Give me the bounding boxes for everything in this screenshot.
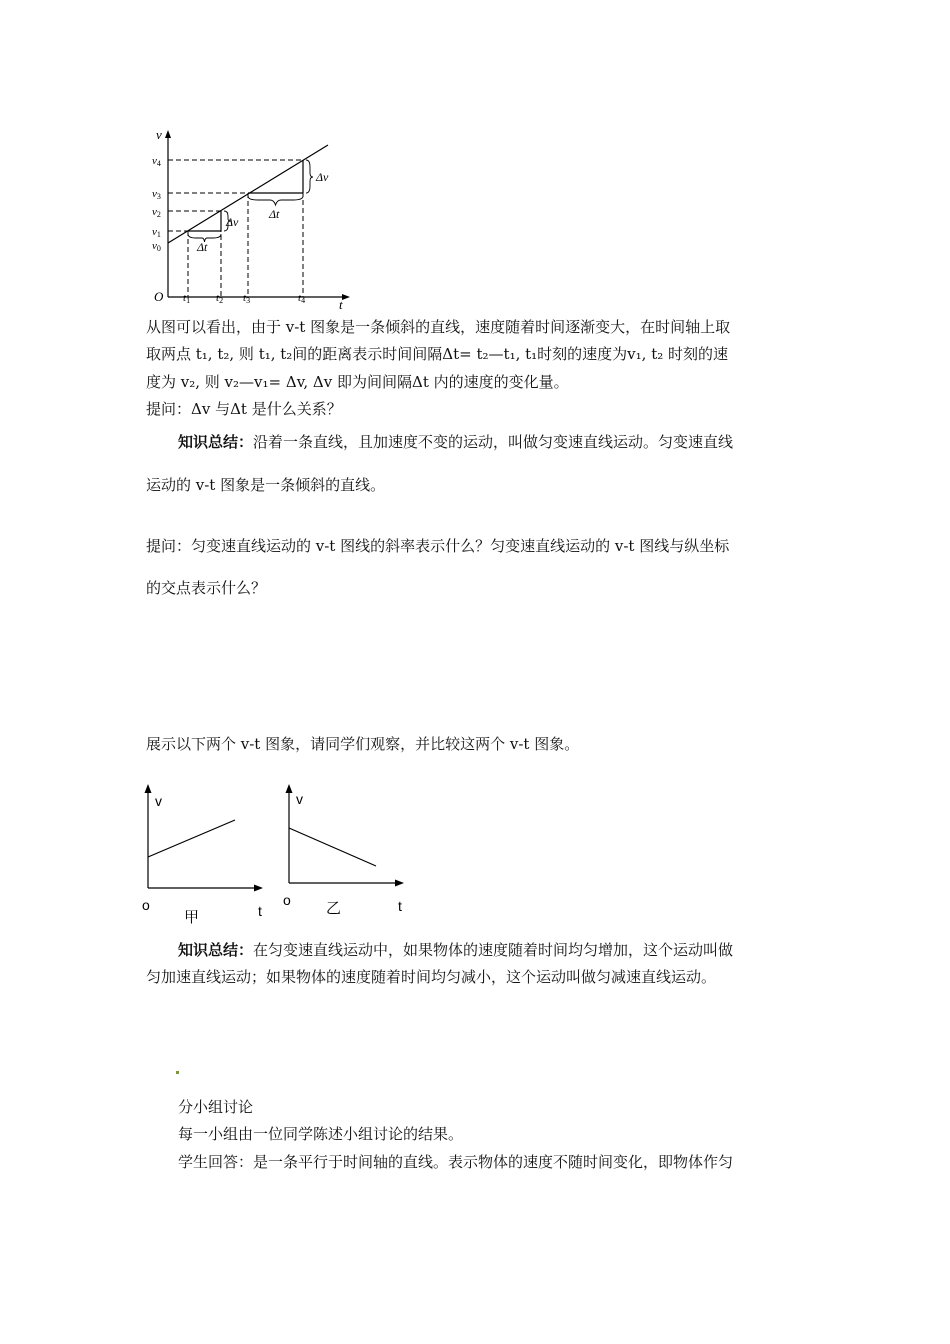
summary2-line2: 匀加速直线运动；如果物体的速度随着时间均匀减小，这个运动叫做匀减速直线运动。 [146, 968, 717, 986]
delta-v-small-label: Δv [226, 215, 239, 229]
discussion-line1: 分小组讨论 [178, 1098, 254, 1116]
paragraph1-line1: 从图可以看出，由于 v-t 图象是一条倾斜的直线，速度随着时间逐渐变大，在时间轴上取 [146, 318, 731, 336]
graph-jia-caption: 甲 [184, 910, 200, 925]
summary1-line2: 运动的 v-t 图象是一条倾斜的直线。 [146, 476, 386, 494]
discussion-line3: 学生回答：是一条平行于时间轴的直线。表示物体的速度不随时间变化，即物体作匀 [178, 1153, 734, 1171]
t3-label: t3 [243, 292, 251, 305]
graph-yi [276, 780, 416, 925]
graph-jia [135, 780, 275, 925]
t-axis-arrow [342, 294, 350, 300]
graph-jia-line [148, 820, 235, 857]
graph-yi-t-arrow [395, 880, 404, 887]
discussion-line2: 每一小组由一位同学陈述小组讨论的结果。 [178, 1125, 464, 1143]
t4-label: t4 [298, 292, 306, 305]
vt-diagram-figure [140, 125, 360, 310]
graph-jia-t-arrow [254, 885, 263, 892]
delta-t-large-label: Δt [269, 207, 280, 221]
summary2-label: 知识总结： [178, 941, 254, 959]
brace-dt-large [248, 196, 303, 205]
summary1-text1: 沿着一条直线，且加速度不变的运动，叫做匀变速直线运动。匀变速直线 [253, 433, 734, 451]
delta-v-large-label: Δv [316, 170, 329, 184]
paragraph1-line2: 取两点 t₁, t₂, 则 t₁, t₂间的距离表示时间间隔Δt= t₂—t₁, t₁时刻的速度为v₁, t₂ 时刻的速 [146, 345, 728, 363]
question2-line2: 的交点表示什么？ [146, 579, 267, 597]
graph-yi-origin: o [283, 892, 291, 908]
fig1-t-axis-label: t [339, 297, 343, 310]
summary2-line1 [178, 939, 733, 961]
paragraph1-line3: 度为 v₂, 则 v₂—v₁= Δv, Δv 即为间间隔Δt 内的速度的变化量。 [146, 373, 569, 391]
fig1-origin-label: O [154, 289, 164, 304]
graph-yi-v-arrow [286, 784, 293, 793]
graph-yi-line [289, 828, 376, 866]
brace-dv-large [306, 160, 313, 193]
v-axis-arrow [165, 130, 171, 138]
summary2-text1: 在匀变速直线运动中，如果物体的速度随着时间均匀增加，这个运动叫做 [253, 941, 734, 959]
v3-label: v3 [152, 188, 161, 201]
graph-yi-t-label: t [398, 898, 402, 914]
graph-jia-v-arrow [145, 784, 152, 793]
marker-dot [176, 1071, 179, 1074]
v2-label: v2 [152, 206, 161, 219]
question2-line1: 提问：匀变速直线运动的 v-t 图线的斜率表示什么？匀变速直线运动的 v-t 图线与纵坐标 [146, 537, 730, 555]
v1-label: v1 [152, 226, 161, 239]
graph-jia-t-label: t [258, 903, 262, 919]
show-graphs-text: 展示以下两个 v-t 图象，请同学们观察，并比较这两个 v-t 图象。 [146, 735, 580, 753]
question1: 提问：Δv 与Δt 是什么关系？ [146, 400, 342, 418]
graph-yi-caption: 乙 [326, 901, 342, 917]
t2-label: t2 [216, 292, 224, 305]
graph-yi-v-label: v [296, 791, 303, 807]
fig1-v-axis-label: v [156, 127, 162, 142]
v4-label: v4 [152, 155, 161, 168]
v0-label: v0 [152, 240, 161, 253]
delta-t-small-label: Δt [197, 240, 208, 254]
summary1-label: 知识总结： [178, 433, 254, 451]
summary1-line1 [178, 431, 733, 453]
t1-label: t1 [183, 292, 191, 305]
graph-jia-v-label: v [155, 793, 162, 809]
graph-jia-origin: o [142, 897, 150, 913]
